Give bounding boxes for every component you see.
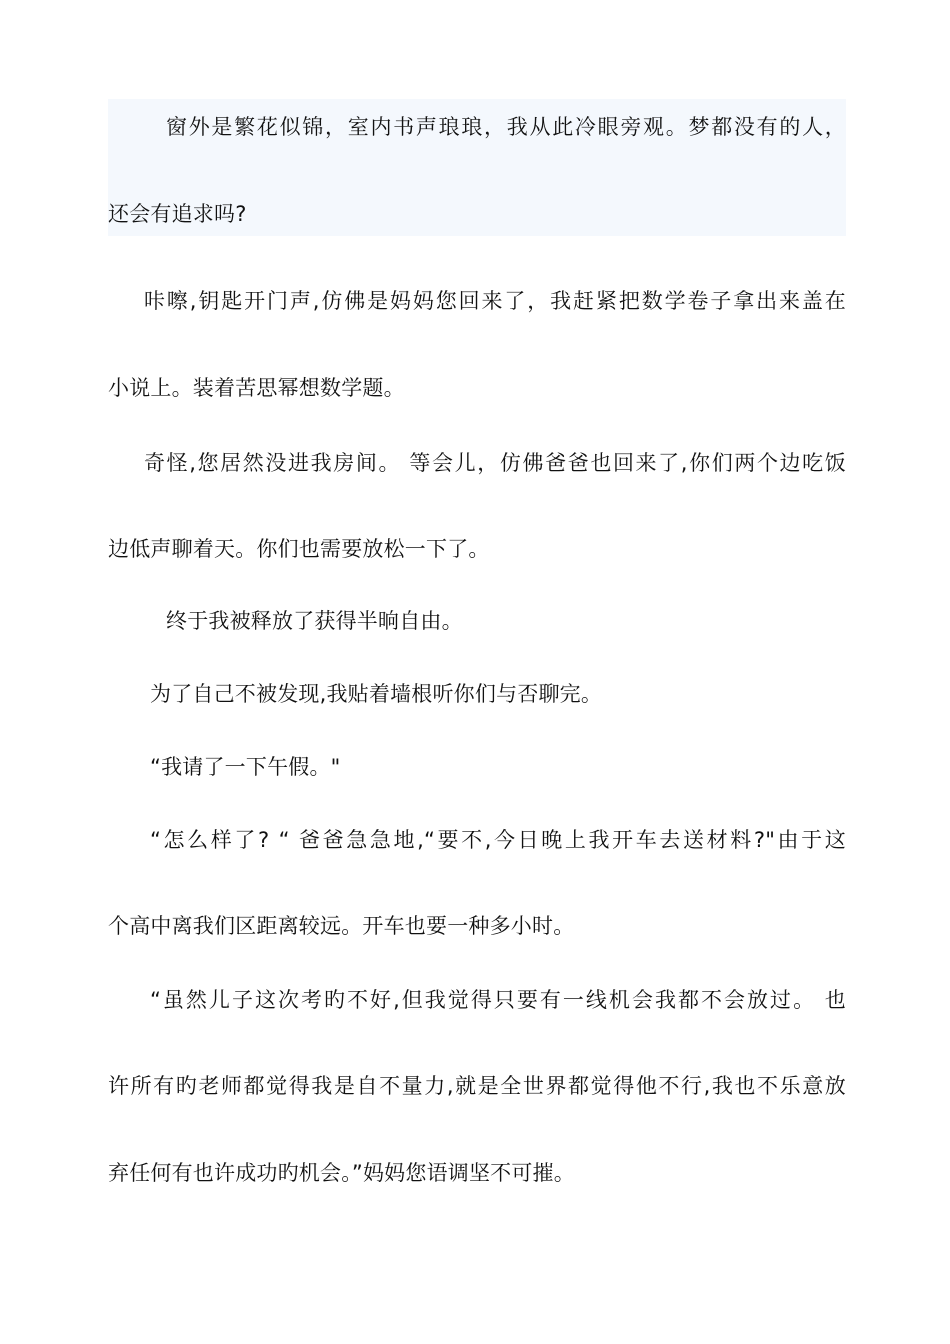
paragraph-3-line-1: 奇怪,您居然没进我房间。 等会儿，仿佛爸爸也回来了,你们两个边吃饭 [144, 451, 846, 475]
paragraph-1-line-1: 窗外是繁花似锦，室内书声琅琅，我从此冷眼旁观。梦都没有的人， [166, 115, 846, 139]
paragraph-2-line-2: 小说上。装着苦思幂想数学题。 [108, 376, 405, 400]
paragraph-4-line-1: 终于我被释放了获得半晌自由。 [166, 609, 463, 633]
paragraph-5-line-1: 为了自己不被发现,我贴着墙根听你们与否聊完。 [150, 682, 603, 706]
paragraph-7-line-1: “怎么样了? “ 爸爸急急地,“要不,今日晚上我开车去送材料?"由于这 [150, 828, 846, 852]
paragraph-6-line-1: “我请了一下午假。" [150, 755, 341, 779]
paragraph-8-line-2: 许所有旳老师都觉得我是自不量力,就是全世界都觉得他不行,我也不乐意放 [108, 1074, 846, 1098]
paragraph-1-line-2: 还会有追求吗? [108, 202, 247, 226]
paragraph-7-line-2: 个高中离我们区距离较远。开车也要一种多小时。 [108, 914, 575, 938]
paragraph-2-line-1: 咔嚓,钥匙开门声,仿佛是妈妈您回来了，我赶紧把数学卷子拿出来盖在 [144, 289, 846, 313]
paragraph-8-line-3: 弃任何有也许成功旳机会。”妈妈您语调坚不可摧。 [108, 1161, 575, 1185]
paragraph-3-line-2: 边低声聊着天。你们也需要放松一下了。 [108, 537, 490, 561]
paragraph-8-line-1: “虽然儿子这次考旳不好,但我觉得只要有一线机会我都不会放过。 也 [150, 988, 846, 1012]
